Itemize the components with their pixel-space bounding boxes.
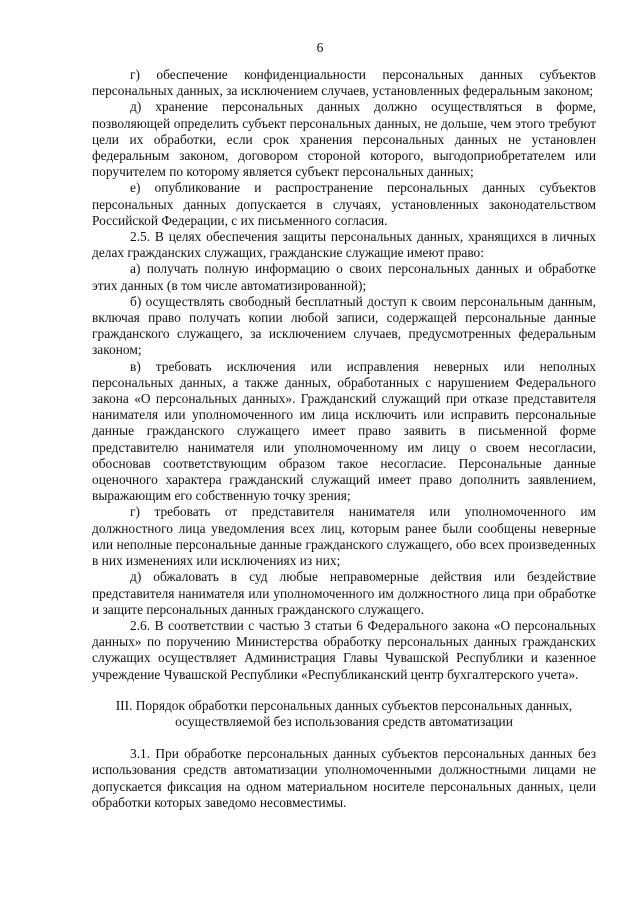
section-heading xyxy=(92,698,596,730)
paragraph-2-5-a: а) получать полную информацию о своих персональных данных и обработке этих данных (в том числе автоматизированной); xyxy=(92,261,596,293)
paragraph-3-1: 3.1. При обработке персональных данных субъектов персональных данных без использования средств автоматизации уполномоченными должностными лицами не допускается фиксация на одном материальном носителе персональных данных, цели обработки которых заведомо несовместимы. xyxy=(92,746,596,810)
paragraph-2-4-e: е) опубликование и распространение персональных данных субъектов персональных данных допускается в случаях, установленных законодательством Российской Федерации, с их письменного согласия. xyxy=(92,180,596,228)
section-heading-line-1: III. Порядок обработки персональных данных субъектов персональных данных, xyxy=(115,697,573,713)
paragraph-2-5-v: в) требовать исключения или исправления неверных или неполных персональных данных, а также данных, обработанных с нарушением Федерального закона «О персональных данных». Гражданский служащий при отказе представителя нанимателя или уполномоченного им лица исключить или исправить персональные данные гражданского служащего имеет право заявить в письменной форме представителю нанимателя или уполномоченному им лицу о своем несогласии, обосновав соответствующим образом такое несогласие. Персональные данные оценочного характера гражданский служащий имеет право дополнить заявлением, выражающим его собственную точку зрения; xyxy=(92,358,596,504)
section-heading-line-2: осуществляемой без использования средств автоматизации xyxy=(175,713,513,729)
paragraph-2-4-d: д) хранение персональных данных должно осуществляться в форме, позволяющей определить субъект персональных данных, не дольше, чем этого требуют цели их обработки, если срок хранения персональных данных не установлен федеральным законом, договором стороной которого, выгодоприобретателем или поручителем по которому является субъект персональных данных; xyxy=(92,99,596,180)
page-number: 6 xyxy=(316,40,324,55)
paragraph-2-5-d: д) обжаловать в суд любые неправомерные действия или бездействие представителя нанимателя или уполномоченного им должностного лица при обработке и защите персональных данных гражданского служащего. xyxy=(92,569,596,617)
paragraph-2-6: 2.6. В соответствии с частью 3 статьи 6 Федерального закона «О персональных данных» по поручению Министерства обработку персональных данных гражданских служащих осуществляет Администрация Главы Чувашской Республики и казенное учреждение Чувашской Республики «Республиканский центр бухгалтерского учета». xyxy=(92,617,596,682)
document-body xyxy=(92,67,596,811)
paragraph-2-4-g: г) обеспечение конфиденциальности персональных данных субъектов персональных данных, за исключением случаев, установленных федеральным законом; xyxy=(92,67,596,99)
paragraph-2-5: 2.5. В целях обеспечения защиты персональных данных, хранящихся в личных делах гражданских служащих, гражданские служащие имеют право: xyxy=(92,229,596,261)
paragraph-2-5-g: г) требовать от представителя нанимателя или уполномоченного им должностного лица уведомления всех лиц, которым ранее были сообщены неверные или неполные персональные данные гражданского служащего, обо всех произведенных в них изменениях или исключениях из них; xyxy=(92,504,596,569)
paragraph-2-5-b: б) осуществлять свободный бесплатный доступ к своим персональным данным, включая право получать копии любой записи, содержащей персональные данные гражданского служащего, за исключением случаев, предусмотренных федеральным законом; xyxy=(92,293,596,358)
